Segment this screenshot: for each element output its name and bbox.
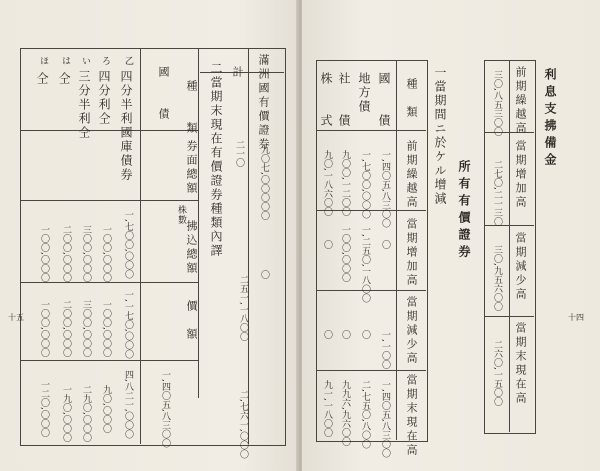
row-label: 株 式 — [319, 72, 333, 128]
right-section-title: 所有有價證券 — [457, 160, 471, 262]
row-increase: 〇 — [322, 240, 332, 249]
header-face-total: 券面總額 — [185, 140, 198, 196]
row-paid: 一〇〇,〇〇〇 — [101, 300, 111, 357]
top-table-value-5: 二,七六一,〇〇〇 — [238, 390, 248, 459]
header-carry: 前期繰越高 — [405, 140, 418, 210]
row-carry: 九〇,一八六〇〇 — [322, 150, 332, 216]
top-table-col-header: 滿洲國有價證券 — [257, 54, 270, 152]
row-end: 一,四〇五,八三〇〇 — [380, 380, 390, 458]
row-face: 二〇〇,〇〇〇 — [61, 225, 71, 282]
left-page — [0, 0, 298, 471]
header-increase: 當期增加高 — [405, 218, 418, 288]
right-sub-title: 一當期間ニ於ケル增減 — [433, 66, 447, 206]
row-serial: い — [80, 56, 90, 66]
top-header-carry: 前期繰越高 — [514, 66, 527, 136]
row-paid: 一〇〇,〇〇〇 — [39, 300, 49, 357]
header-decrease: 當期減少高 — [405, 296, 418, 366]
row-decrease: 一,一〇〇 — [380, 330, 390, 369]
row-label: 仝 — [57, 72, 71, 86]
header-kind: 種 類 — [405, 78, 418, 120]
top-value-carry: 三〇,八五三〇〇 — [492, 70, 502, 136]
top-table-value-2: 二一〇 — [234, 140, 244, 167]
row-serial: ろ — [100, 56, 110, 66]
left-section-title: 二當期末現在有價證券種類內譯 — [209, 62, 223, 258]
group-label-national-bonds: 國 債 — [157, 66, 170, 122]
top-table-value-3: 二五一,一八〇〇 — [238, 275, 248, 341]
top-table-value-1: 九〇七,〇〇〇〇〇 — [259, 145, 269, 220]
row-label: 社 債 — [337, 72, 351, 128]
top-value-end: 二六〇,一五〇〇 — [492, 340, 502, 406]
row-value: 一二〇,〇〇〇 — [39, 380, 49, 437]
row-serial: ほ — [38, 56, 48, 66]
header-kind: 種 類 — [185, 80, 198, 136]
row-paid: 一,一七〇,〇〇〇 — [123, 290, 133, 359]
row-increase: 〇 — [380, 240, 390, 249]
row-label: 地方債 — [357, 72, 371, 114]
row-label: 三分半利仝 — [77, 70, 91, 140]
row-face: 一,七〇〇,〇〇〇 — [123, 210, 133, 279]
header-paid-total: 拂込總額 — [185, 220, 198, 276]
row-face: 一〇〇,〇〇〇 — [101, 225, 111, 282]
left-table-frame — [20, 48, 286, 446]
header-shares: 株數 — [176, 205, 186, 225]
row-decrease: 〇 — [340, 330, 350, 339]
row-face: 三〇〇,〇〇〇 — [81, 225, 91, 282]
row-increase: 一,二五〇,一八〇〇 — [360, 225, 370, 303]
top-header-increase: 當期增加高 — [514, 140, 527, 210]
row-label: 國 債 — [377, 72, 391, 128]
row-label: 仝 — [35, 72, 49, 86]
row-serial: は — [60, 56, 70, 66]
header-end: 當期末現在高 — [405, 374, 418, 458]
top-value-decrease: 三〇,九五六〇〇 — [492, 245, 502, 311]
row-paid: 二〇〇,〇〇〇 — [61, 300, 71, 357]
left-bottom-total: 一,四〇五,八三〇〇 — [160, 370, 170, 448]
top-header-decrease: 當期減少高 — [514, 232, 527, 302]
top-table-label: 計 — [231, 66, 244, 80]
row-serial: 乙 — [123, 56, 133, 66]
right-page-title: 利息支拂備金 — [543, 68, 557, 170]
header-book-value: 價 額 — [185, 300, 198, 342]
row-decrease: 〇 — [322, 330, 332, 339]
row-carry: 一,七〇〇,〇〇〇 — [360, 150, 370, 219]
left-folio: 十五 — [8, 313, 24, 322]
right-folio: 十四 — [568, 313, 584, 322]
row-end: 二,七五〇,八〇〇 — [360, 380, 370, 449]
row-end: 九九六,九六〇〇 — [340, 380, 350, 446]
row-value: 四,八二一,〇〇〇 — [123, 370, 133, 439]
row-paid: 三〇〇,〇〇〇 — [81, 300, 91, 357]
top-value-increase: 二七〇,二一三〇 — [492, 160, 502, 226]
row-end: 九一,一八〇〇 — [322, 380, 332, 437]
row-label: 四分利仝 — [97, 70, 111, 126]
right-page — [302, 0, 600, 471]
row-carry: 九〇〇,一二〇〇 — [340, 150, 350, 216]
row-label: 四分半利國庫債券 — [119, 70, 133, 182]
row-decrease: 〇 — [360, 330, 370, 339]
row-increase: 一〇〇,〇〇〇 — [340, 225, 350, 282]
row-value: 九〇,〇〇〇 — [101, 385, 111, 433]
row-value: 一九〇,〇〇〇 — [61, 385, 71, 442]
row-carry: 一,四〇五,八三〇〇 — [380, 150, 390, 228]
top-table-value-4: 〇 — [259, 270, 269, 279]
row-value: 二九〇,〇〇〇 — [81, 385, 91, 442]
row-face: 一〇〇,〇〇〇 — [39, 225, 49, 282]
top-header-end: 當期末現在高 — [514, 322, 527, 406]
